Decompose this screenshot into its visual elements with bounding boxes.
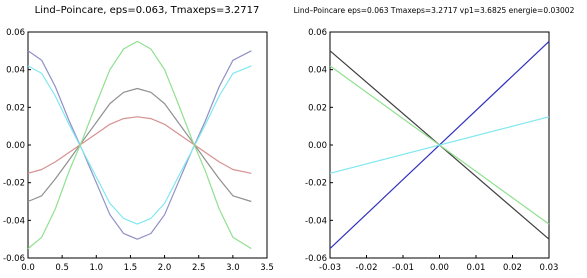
right-chart-y-tick-label: -0.02 xyxy=(305,178,327,189)
left-chart-series-line-3 xyxy=(28,117,251,174)
right-chart-y-tick-label: 0.02 xyxy=(308,103,327,114)
left-chart-x-tick-label: 1.5 xyxy=(123,263,138,273)
right-chart xyxy=(294,6,575,273)
left-chart-x-tick-label: 0.5 xyxy=(55,263,69,273)
left-chart-plot-area xyxy=(28,32,267,258)
right-chart-y-tick-label: -0.06 xyxy=(305,254,327,264)
left-chart-series-line-2 xyxy=(28,89,251,202)
left-chart-x-tick-label: 3.0 xyxy=(226,263,240,273)
left-chart-series-line-4 xyxy=(28,41,251,248)
right-chart-y-tick-label: 0.00 xyxy=(308,141,327,151)
left-chart-y-tick-label: 0.04 xyxy=(6,65,25,76)
right-chart-y-tick-label: -0.04 xyxy=(305,216,327,227)
left-chart-x-tick-label: 1.0 xyxy=(89,263,104,273)
right-chart-title: Lind–Poincare eps=0.063 Tmaxeps=3.2717 vp1=3.6825 energie=0.03002 xyxy=(293,6,575,15)
left-chart-series-group xyxy=(28,41,251,248)
right-chart-y-tick-label: 0.04 xyxy=(308,65,327,76)
right-chart-series-group xyxy=(330,41,549,248)
left-chart xyxy=(3,5,274,273)
left-chart-y-tick-label: 0.02 xyxy=(6,103,25,114)
left-chart-y-tick-label: -0.06 xyxy=(3,254,25,264)
right-chart-x-tick-label: -0.01 xyxy=(392,263,414,273)
left-chart-y-tick-label: 0.06 xyxy=(6,28,25,38)
right-chart-y-tick-label: 0.06 xyxy=(308,28,327,38)
left-chart-series-line-0 xyxy=(28,51,251,239)
right-chart-x-tick-label: -0.03 xyxy=(319,263,341,273)
left-chart-y-tick-label: 0.00 xyxy=(6,141,25,151)
right-chart-x-tick-label: 0.03 xyxy=(539,263,559,273)
left-chart-title: Lind–Poincare, eps=0.063, Tmaxeps=3.2717 xyxy=(34,5,260,16)
right-chart-x-tick-label: -0.02 xyxy=(355,263,378,273)
right-chart-x-tick-label: 0.01 xyxy=(466,263,486,273)
left-chart-x-tick-label: 0.0 xyxy=(21,263,35,273)
left-chart-x-tick-label: 3.5 xyxy=(260,263,274,273)
right-chart-x-tick-label: 0.02 xyxy=(503,263,522,273)
left-chart-y-tick-label: -0.04 xyxy=(3,216,25,227)
left-chart-x-tick-label: 2.5 xyxy=(191,263,206,273)
left-chart-y-tick-label: -0.02 xyxy=(3,178,25,189)
right-chart-x-tick-label: 0.00 xyxy=(430,263,449,273)
left-chart-x-tick-label: 2.0 xyxy=(157,263,172,273)
right-chart-series-line-3 xyxy=(330,117,549,174)
